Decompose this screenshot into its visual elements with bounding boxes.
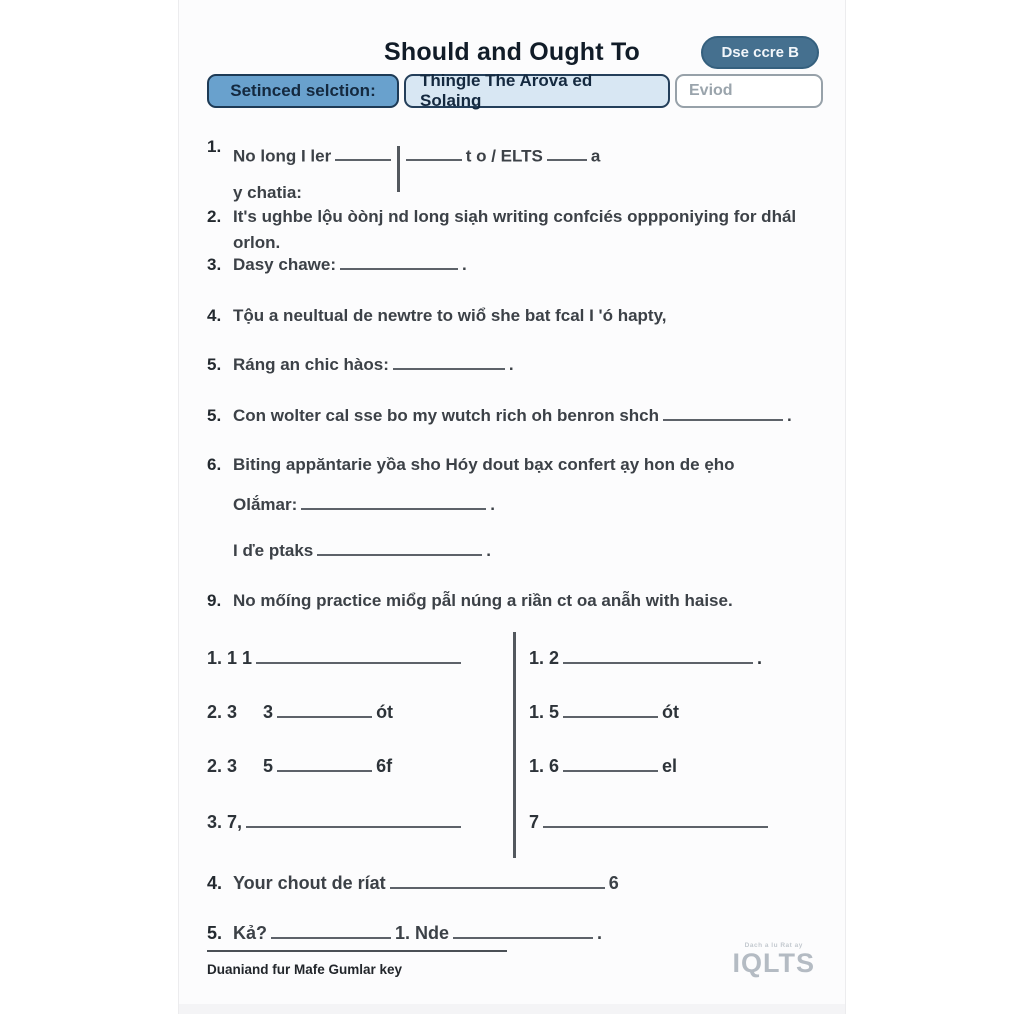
question-3-end: . xyxy=(462,255,467,274)
row-label: 3 xyxy=(227,702,238,722)
question-6-text: Biting appăntarie yồa sho Hóy dout bạx confert ạy hon de ẹho xyxy=(233,455,735,474)
fill-blank[interactable] xyxy=(301,497,486,510)
fill-blank[interactable] xyxy=(543,815,768,828)
row-number: 1. xyxy=(529,756,545,776)
row-number: 1. xyxy=(207,648,223,668)
brand-tagline: Dach a lu Rat ay xyxy=(744,942,803,949)
fill-blank[interactable] xyxy=(277,705,372,718)
bottom-question-5-mid: 1. Nde xyxy=(395,923,450,943)
question-9 xyxy=(207,588,822,614)
question-6-sub1-label: Olắmar: xyxy=(233,495,298,514)
grid-row-3-left xyxy=(207,756,392,777)
vertical-bar xyxy=(397,146,400,192)
bottom-question-4-text: Your chout de ríat xyxy=(233,873,386,893)
bottom-question-5-end: . xyxy=(597,923,603,943)
fill-blank[interactable] xyxy=(335,148,391,161)
fill-blank[interactable] xyxy=(317,543,482,556)
tab-thingle-arova[interactable]: Thingle The Arova ed Solaing xyxy=(404,74,670,108)
score-badge[interactable]: Dse ccre B xyxy=(701,36,819,69)
question-6-number: 6. xyxy=(207,455,222,474)
grid-row-4-right xyxy=(529,812,772,833)
question-2 xyxy=(207,204,822,257)
question-2-line1: It's ughbe lộu òònj nd long siạh writing confciés oppponiying for dhál xyxy=(233,207,797,226)
fill-blank[interactable] xyxy=(256,651,461,664)
question-4 xyxy=(207,303,822,329)
row-suffix: . xyxy=(757,648,763,668)
question-5-text: Ráng an chic hàos: xyxy=(233,355,389,374)
fill-blank[interactable] xyxy=(663,408,783,421)
row-label: 7, xyxy=(227,812,243,832)
grid-row-2-left xyxy=(207,702,393,723)
page-title: Should and Ought To xyxy=(383,38,641,66)
row-suffix: 6f xyxy=(376,756,393,776)
question-3 xyxy=(207,252,822,278)
grid-row-4-left xyxy=(207,812,465,833)
row-number: 3. xyxy=(207,812,223,832)
row-suffix: ót xyxy=(376,702,394,722)
footer-divider xyxy=(207,950,507,952)
row-label: 1 1 xyxy=(227,648,253,668)
bottom-question-5 xyxy=(207,920,822,948)
row-label: 5 xyxy=(549,702,560,722)
question-3-text: Dasy chawe: xyxy=(233,255,336,274)
fill-blank[interactable] xyxy=(277,759,372,772)
brand-logo: IQLTS xyxy=(732,948,815,978)
question-6-sub2-end: . xyxy=(486,541,491,560)
question-1-line2: y chatia: xyxy=(233,183,302,202)
question-9-text: No mőíng practice miổg pẫl núng a riần ct oa anẫh with haise. xyxy=(233,591,733,610)
question-1-suffix: a xyxy=(590,146,601,166)
question-5b-number: 5. xyxy=(207,406,222,425)
question-1-number: 1. xyxy=(207,137,222,156)
row-suffix: ót xyxy=(662,702,680,722)
question-6-sub2-label: I ďe ptaks xyxy=(233,541,314,560)
question-2-line2: orlon. xyxy=(233,233,281,253)
tab-sentence-selection[interactable]: Setinced selction: xyxy=(207,74,399,108)
question-3-number: 3. xyxy=(207,255,222,274)
fill-blank[interactable] xyxy=(340,257,458,270)
row-number: 1. xyxy=(529,702,545,722)
row-number: 2. xyxy=(207,702,223,722)
grid-row-1-left xyxy=(207,648,465,669)
question-5b-end: . xyxy=(787,406,792,425)
bottom-question-5-pre: Kả? xyxy=(233,923,268,943)
row-label-2: 5 xyxy=(263,756,274,776)
bottom-question-4-number: 4. xyxy=(207,873,223,893)
bottom-question-5-number: 5. xyxy=(207,923,223,943)
question-5b-text: Con wolter cal sse bo my wutch rich oh benron shch xyxy=(233,406,660,425)
question-6-sub1 xyxy=(207,492,822,518)
row-suffix: el xyxy=(662,756,678,776)
question-6-sub2 xyxy=(207,538,822,564)
fill-blank[interactable] xyxy=(547,148,587,161)
fill-blank[interactable] xyxy=(453,926,593,939)
question-5-end: . xyxy=(508,355,514,374)
fill-blank[interactable] xyxy=(563,705,658,718)
question-4-number: 4. xyxy=(207,306,222,325)
question-6-sub1-end: . xyxy=(490,495,495,514)
row-label: 3 xyxy=(227,756,238,776)
page-edge xyxy=(179,1004,845,1014)
question-5-number: 5. xyxy=(207,355,222,374)
grid-row-3-right xyxy=(529,756,677,777)
row-label: 2 xyxy=(549,648,560,668)
question-1-text: No long I ler xyxy=(233,146,332,166)
footer-note: Duaniand fur Mafe Gumlar key xyxy=(207,962,403,977)
grid-row-1-right xyxy=(529,648,762,669)
worksheet-page xyxy=(178,0,846,1014)
question-5 xyxy=(207,352,822,378)
question-5b xyxy=(207,403,822,429)
bottom-question-4-suffix: 6 xyxy=(608,873,619,893)
brand-block xyxy=(733,942,816,977)
fill-blank[interactable] xyxy=(393,357,505,370)
question-2-number: 2. xyxy=(207,207,222,226)
fill-blank[interactable] xyxy=(246,815,461,828)
row-label-2: 3 xyxy=(263,702,274,722)
question-1-mid: t o / ELTS xyxy=(465,146,543,166)
fill-blank[interactable] xyxy=(406,148,462,161)
row-number: 7 xyxy=(529,812,540,832)
grid-row-2-right xyxy=(529,702,679,723)
fill-blank[interactable] xyxy=(271,926,391,939)
fill-blank[interactable] xyxy=(563,759,658,772)
row-number: 2. xyxy=(207,756,223,776)
row-number: 1. xyxy=(529,648,545,668)
tab-bar xyxy=(207,71,823,110)
question-1 xyxy=(207,134,822,206)
fill-blank[interactable] xyxy=(390,876,605,889)
bottom-question-4 xyxy=(207,870,822,898)
row-label: 6 xyxy=(549,756,560,776)
question-4-text: Tộu a neultual de newtre to wiổ she bat fcal I 'ó hapty, xyxy=(233,306,667,325)
eviod-input[interactable] xyxy=(675,74,823,108)
question-9-number: 9. xyxy=(207,591,222,610)
column-divider xyxy=(513,632,516,858)
question-6 xyxy=(207,452,822,478)
fill-blank[interactable] xyxy=(563,651,753,664)
